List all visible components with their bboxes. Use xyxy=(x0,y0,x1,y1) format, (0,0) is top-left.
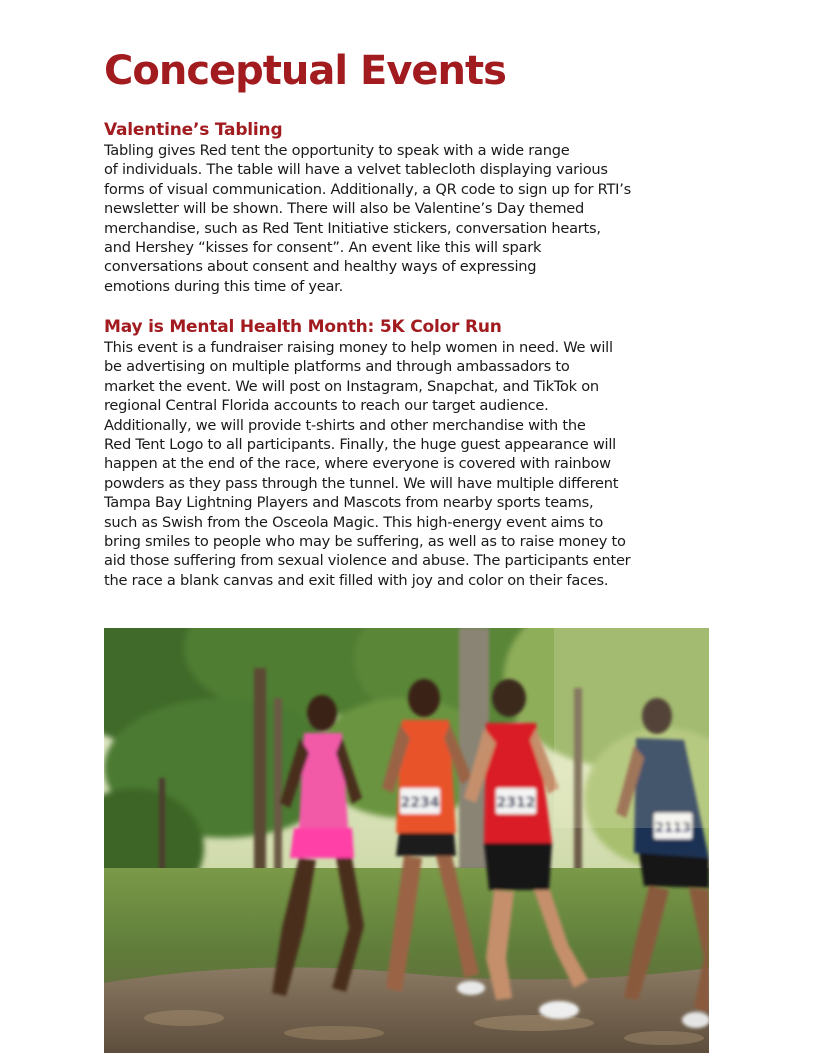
section-heading: Valentine’s Tabling xyxy=(104,120,283,140)
body-line: merchandise, such as Red Tent Initiative stickers, conversation hearts, xyxy=(104,219,601,237)
body-line: happen at the end of the race, where everyone is covered with rainbow xyxy=(104,455,611,473)
bib-number: 2234 xyxy=(400,795,440,811)
section-body xyxy=(104,338,704,590)
section-body xyxy=(104,141,704,296)
body-line: be advertising on multiple platforms and through ambassadors to xyxy=(104,358,570,376)
body-line: emotions during this time of year. xyxy=(104,277,343,295)
body-line: newsletter will be shown. There will also be Valentine’s Day themed xyxy=(104,200,585,218)
body-line: powders as they pass through the tunnel. We will have multiple different xyxy=(104,474,619,492)
body-line: the race a blank canvas and exit filled with joy and color on their faces. xyxy=(104,571,609,589)
body-line: Red Tent Logo to all participants. Finally, the huge guest appearance will xyxy=(104,436,616,454)
body-line: regional Central Florida accounts to reach our target audience. xyxy=(104,397,549,415)
body-line: Additionally, we will provide t-shirts and other merchandise with the xyxy=(104,416,586,434)
body-line: This event is a fundraiser raising money to help women in need. We will xyxy=(104,339,613,356)
runners-photo xyxy=(104,628,709,1053)
body-line: bring smiles to people who may be suffering, as well as to raise money to xyxy=(104,533,626,551)
bib-number: 2113 xyxy=(654,821,692,836)
body-line: aid those suffering from sexual violence and abuse. The participants enter xyxy=(104,552,631,570)
section-valentines-tabling xyxy=(104,119,704,296)
body-line: Tampa Bay Lightning Players and Mascots from nearby sports teams, xyxy=(104,494,594,512)
body-line: Tabling gives Red tent the opportunity to speak with a wide range xyxy=(104,142,570,159)
page-title: Conceptual Events xyxy=(104,48,506,94)
body-line: forms of visual communication. Additionally, a QR code to sign up for RTI’s xyxy=(104,180,631,198)
bib-number: 2312 xyxy=(496,795,536,811)
section-color-run xyxy=(104,316,704,590)
body-line: conversations about consent and healthy ways of expressing xyxy=(104,258,537,276)
body-line: and Hershey “kisses for consent”. An event like this will spark xyxy=(104,239,542,257)
body-line: such as Swish from the Osceola Magic. This high-energy event aims to xyxy=(104,513,604,531)
body-line: market the event. We will post on Instagram, Snapchat, and TikTok on xyxy=(104,377,599,395)
body-line: of individuals. The table will have a velvet tablecloth displaying various xyxy=(104,161,608,179)
section-heading: May is Mental Health Month: 5K Color Run xyxy=(104,317,502,337)
